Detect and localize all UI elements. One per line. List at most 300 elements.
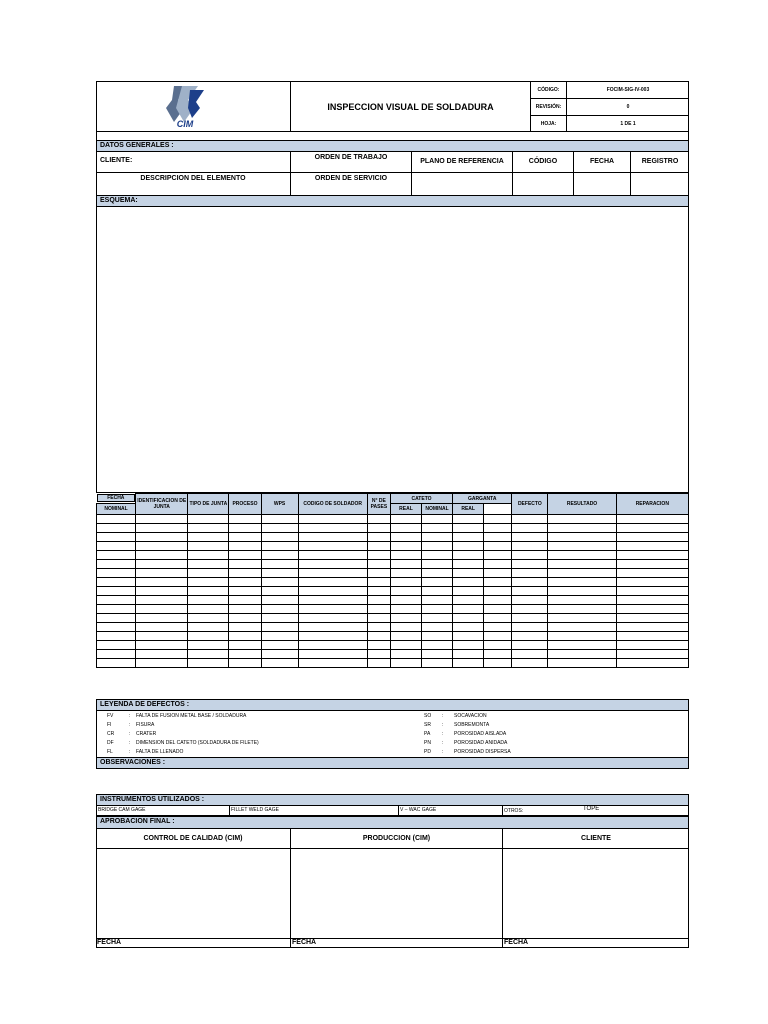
table-cell[interactable] bbox=[367, 614, 390, 623]
table-cell[interactable] bbox=[548, 641, 616, 650]
legend-code: CR bbox=[107, 731, 115, 737]
table-cell[interactable] bbox=[422, 614, 453, 623]
table-cell[interactable] bbox=[97, 641, 136, 650]
table-cell[interactable] bbox=[453, 632, 484, 641]
table-cell[interactable] bbox=[453, 650, 484, 659]
table-cell[interactable] bbox=[367, 641, 390, 650]
table-row bbox=[97, 533, 689, 542]
meta-codigo-value: FOCIM-SIG-IV-003 bbox=[606, 86, 650, 93]
table-row bbox=[97, 542, 689, 551]
table-cell[interactable] bbox=[616, 650, 688, 659]
legend-code: PD bbox=[424, 749, 431, 755]
table-cell[interactable] bbox=[390, 569, 421, 578]
table-cell[interactable] bbox=[453, 524, 484, 533]
table-cell[interactable] bbox=[229, 551, 261, 560]
table-cell[interactable] bbox=[298, 551, 367, 560]
table-cell[interactable] bbox=[548, 605, 616, 614]
table-cell[interactable] bbox=[484, 560, 512, 569]
table-cell[interactable] bbox=[136, 542, 188, 551]
cliente-label: CLIENTE: bbox=[100, 157, 133, 164]
table-cell[interactable] bbox=[512, 641, 548, 650]
legend-desc: CRATER bbox=[136, 731, 157, 737]
table-cell[interactable] bbox=[136, 515, 188, 524]
table-cell[interactable] bbox=[367, 650, 390, 659]
table-cell[interactable] bbox=[390, 623, 421, 632]
table-cell[interactable] bbox=[548, 596, 616, 605]
table-cell[interactable] bbox=[616, 515, 688, 524]
table-cell[interactable] bbox=[188, 605, 229, 614]
table-cell[interactable] bbox=[453, 641, 484, 650]
table-cell[interactable] bbox=[616, 524, 688, 533]
table-cell[interactable] bbox=[512, 515, 548, 524]
table-cell[interactable] bbox=[136, 569, 188, 578]
cim-logo-icon bbox=[160, 82, 210, 130]
table-cell[interactable] bbox=[261, 605, 298, 614]
instrument-v-wac: V – WAC GAGE bbox=[400, 807, 437, 813]
table-cell[interactable] bbox=[548, 578, 616, 587]
table-cell[interactable] bbox=[188, 578, 229, 587]
table-cell[interactable] bbox=[548, 569, 616, 578]
table-cell[interactable] bbox=[136, 596, 188, 605]
table-cell[interactable] bbox=[298, 524, 367, 533]
table-cell[interactable] bbox=[298, 632, 367, 641]
table-cell[interactable] bbox=[390, 578, 421, 587]
table-cell[interactable] bbox=[188, 632, 229, 641]
table-cell[interactable] bbox=[298, 578, 367, 587]
table-cell[interactable] bbox=[188, 650, 229, 659]
legend-sep: : bbox=[442, 749, 444, 755]
table-cell[interactable] bbox=[548, 533, 616, 542]
table-cell[interactable] bbox=[298, 623, 367, 632]
table-cell[interactable] bbox=[616, 605, 688, 614]
table-cell[interactable] bbox=[422, 560, 453, 569]
table-cell[interactable] bbox=[229, 614, 261, 623]
table-cell[interactable] bbox=[229, 542, 261, 551]
section-instrumentos: INSTRUMENTOS UTILIZADOS : bbox=[96, 794, 689, 806]
table-cell[interactable] bbox=[548, 560, 616, 569]
table-cell[interactable] bbox=[390, 542, 421, 551]
table-cell[interactable] bbox=[453, 569, 484, 578]
table-cell[interactable] bbox=[422, 524, 453, 533]
legend-desc: SOBREMONTA bbox=[454, 722, 490, 728]
th-defecto: DEFECTO bbox=[512, 494, 548, 515]
table-cell[interactable] bbox=[97, 551, 136, 560]
table-cell[interactable] bbox=[298, 515, 367, 524]
table-cell[interactable] bbox=[97, 650, 136, 659]
table-cell[interactable] bbox=[616, 587, 688, 596]
table-cell[interactable] bbox=[136, 560, 188, 569]
table-cell[interactable] bbox=[512, 524, 548, 533]
table-cell[interactable] bbox=[616, 632, 688, 641]
legend-code: SR bbox=[424, 722, 431, 728]
table-cell[interactable] bbox=[188, 596, 229, 605]
table-cell[interactable] bbox=[188, 542, 229, 551]
table-cell[interactable] bbox=[261, 569, 298, 578]
table-cell[interactable] bbox=[97, 515, 136, 524]
table-cell[interactable] bbox=[453, 623, 484, 632]
meta-revision-value: 0 bbox=[626, 104, 630, 110]
table-cell[interactable] bbox=[261, 515, 298, 524]
table-cell[interactable] bbox=[136, 641, 188, 650]
table-cell[interactable] bbox=[453, 515, 484, 524]
table-cell[interactable] bbox=[453, 533, 484, 542]
table-cell[interactable] bbox=[261, 650, 298, 659]
table-cell[interactable] bbox=[136, 659, 188, 668]
table-cell[interactable] bbox=[616, 614, 688, 623]
table-cell[interactable] bbox=[367, 659, 390, 668]
th-cateto-nominal: NOMINAL bbox=[97, 504, 136, 515]
table-cell[interactable] bbox=[367, 524, 390, 533]
legend-desc: POROSIDAD AISLADA bbox=[454, 731, 507, 737]
table-cell[interactable] bbox=[484, 614, 512, 623]
aprob-hline-bottom bbox=[96, 938, 689, 939]
table-cell[interactable] bbox=[97, 542, 136, 551]
table-cell[interactable] bbox=[229, 515, 261, 524]
table-cell[interactable] bbox=[229, 533, 261, 542]
table-cell[interactable] bbox=[512, 533, 548, 542]
legend-code: FV bbox=[107, 713, 114, 719]
table-cell[interactable] bbox=[512, 578, 548, 587]
table-cell[interactable] bbox=[136, 623, 188, 632]
table-cell[interactable] bbox=[484, 533, 512, 542]
table-cell[interactable] bbox=[97, 596, 136, 605]
table-cell[interactable] bbox=[298, 641, 367, 650]
codigo-label: CÓDIGO bbox=[528, 158, 558, 165]
table-cell[interactable] bbox=[484, 578, 512, 587]
section-observaciones: OBSERVACIONES : bbox=[96, 757, 689, 769]
table-row bbox=[97, 569, 689, 578]
legend-desc: SOCAVACION bbox=[454, 713, 487, 719]
table-cell[interactable] bbox=[422, 659, 453, 668]
instrument-fillet-weld: FILLET WELD GAGE bbox=[231, 807, 279, 813]
table-cell[interactable] bbox=[367, 605, 390, 614]
legend-code: DF bbox=[107, 740, 114, 746]
table-cell[interactable] bbox=[367, 632, 390, 641]
table-cell[interactable] bbox=[188, 533, 229, 542]
table-cell[interactable] bbox=[422, 551, 453, 560]
table-cell[interactable] bbox=[422, 578, 453, 587]
table-cell[interactable] bbox=[548, 515, 616, 524]
table-cell[interactable] bbox=[261, 542, 298, 551]
table-cell[interactable] bbox=[453, 659, 484, 668]
table-cell[interactable] bbox=[229, 641, 261, 650]
table-cell[interactable] bbox=[136, 551, 188, 560]
table-cell[interactable] bbox=[298, 560, 367, 569]
table-cell[interactable] bbox=[261, 560, 298, 569]
table-cell[interactable] bbox=[484, 551, 512, 560]
table-cell[interactable] bbox=[548, 632, 616, 641]
table-cell[interactable] bbox=[422, 641, 453, 650]
instrument-otros-value: TOPE bbox=[583, 806, 600, 812]
table-cell[interactable] bbox=[229, 605, 261, 614]
table-cell[interactable] bbox=[453, 605, 484, 614]
table-cell[interactable] bbox=[261, 623, 298, 632]
table-cell[interactable] bbox=[422, 632, 453, 641]
table-cell[interactable] bbox=[422, 650, 453, 659]
table-cell[interactable] bbox=[422, 587, 453, 596]
table-cell[interactable] bbox=[298, 533, 367, 542]
table-cell[interactable] bbox=[616, 569, 688, 578]
table-cell[interactable] bbox=[512, 605, 548, 614]
legend-code: PN bbox=[424, 740, 431, 746]
th-cateto: CATETO bbox=[390, 494, 452, 504]
table-cell[interactable] bbox=[229, 587, 261, 596]
instrument-otros: OTROS: bbox=[504, 808, 524, 814]
table-cell[interactable] bbox=[97, 659, 136, 668]
table-cell[interactable] bbox=[298, 650, 367, 659]
table-cell[interactable] bbox=[136, 632, 188, 641]
table-cell[interactable] bbox=[367, 533, 390, 542]
table-cell[interactable] bbox=[229, 596, 261, 605]
table-cell[interactable] bbox=[422, 515, 453, 524]
table-cell[interactable] bbox=[298, 614, 367, 623]
table-cell[interactable] bbox=[298, 569, 367, 578]
table-cell[interactable] bbox=[616, 560, 688, 569]
table-cell[interactable] bbox=[512, 614, 548, 623]
table-cell[interactable] bbox=[616, 659, 688, 668]
table-cell[interactable] bbox=[136, 614, 188, 623]
table-cell[interactable] bbox=[453, 578, 484, 587]
table-cell[interactable] bbox=[390, 641, 421, 650]
section-esquema: ESQUEMA: bbox=[96, 195, 689, 207]
table-cell[interactable] bbox=[616, 623, 688, 632]
table-cell[interactable] bbox=[390, 632, 421, 641]
th-garganta-nominal: NOMINAL bbox=[422, 504, 453, 515]
table-cell[interactable] bbox=[390, 533, 421, 542]
table-cell[interactable] bbox=[188, 515, 229, 524]
table-cell[interactable] bbox=[367, 587, 390, 596]
aprob-fecha-cliente: FECHA bbox=[504, 939, 529, 946]
meta-revision-label: REVISIÓN: bbox=[535, 104, 562, 110]
th-resultado: RESULTADO bbox=[548, 494, 616, 515]
table-cell[interactable] bbox=[548, 623, 616, 632]
table-cell[interactable] bbox=[616, 596, 688, 605]
legend-desc: POROSIDAD DISPERSA bbox=[454, 749, 511, 755]
table-cell[interactable] bbox=[390, 614, 421, 623]
table-cell[interactable] bbox=[484, 515, 512, 524]
table-cell[interactable] bbox=[512, 623, 548, 632]
table-cell[interactable] bbox=[390, 650, 421, 659]
instrument-bridge-cam: BRIDGE CAM GAGE bbox=[98, 807, 146, 813]
table-cell[interactable] bbox=[548, 659, 616, 668]
table-cell[interactable] bbox=[422, 596, 453, 605]
table-cell[interactable] bbox=[97, 524, 136, 533]
table-cell[interactable] bbox=[616, 578, 688, 587]
table-cell[interactable] bbox=[261, 578, 298, 587]
table-cell[interactable] bbox=[188, 524, 229, 533]
table-cell[interactable] bbox=[390, 596, 421, 605]
table-cell[interactable] bbox=[484, 596, 512, 605]
table-cell[interactable] bbox=[367, 596, 390, 605]
table-cell[interactable] bbox=[548, 614, 616, 623]
th-identificacion: IDENTIFICACION DE JUNTA bbox=[136, 494, 188, 515]
table-cell[interactable] bbox=[97, 578, 136, 587]
table-cell[interactable] bbox=[390, 560, 421, 569]
table-cell[interactable] bbox=[261, 632, 298, 641]
table-cell[interactable] bbox=[616, 641, 688, 650]
table-cell[interactable] bbox=[136, 605, 188, 614]
table-row bbox=[97, 659, 689, 668]
table-cell[interactable] bbox=[453, 551, 484, 560]
instr-vline-1 bbox=[229, 805, 230, 816]
table-cell[interactable] bbox=[261, 524, 298, 533]
table-cell[interactable] bbox=[422, 605, 453, 614]
table-cell[interactable] bbox=[229, 569, 261, 578]
table-cell[interactable] bbox=[188, 551, 229, 560]
table-cell[interactable] bbox=[548, 524, 616, 533]
table-cell[interactable] bbox=[97, 605, 136, 614]
logo-text: CIM bbox=[176, 119, 194, 129]
table-cell[interactable] bbox=[390, 659, 421, 668]
legend-desc: POROSIDAD ANIDADA bbox=[454, 740, 508, 746]
table-cell[interactable] bbox=[512, 596, 548, 605]
page-title: INSPECCION VISUAL DE SOLDADURA bbox=[327, 101, 494, 112]
table-cell[interactable] bbox=[484, 650, 512, 659]
table-cell[interactable] bbox=[97, 587, 136, 596]
table-cell[interactable] bbox=[136, 587, 188, 596]
table-cell[interactable] bbox=[616, 551, 688, 560]
table-cell[interactable] bbox=[298, 605, 367, 614]
table-cell[interactable] bbox=[512, 542, 548, 551]
table-cell[interactable] bbox=[298, 596, 367, 605]
table-cell[interactable] bbox=[367, 542, 390, 551]
table-cell[interactable] bbox=[229, 659, 261, 668]
table-cell[interactable] bbox=[616, 542, 688, 551]
table-cell[interactable] bbox=[229, 524, 261, 533]
table-cell[interactable] bbox=[484, 605, 512, 614]
table-cell[interactable] bbox=[367, 551, 390, 560]
table-cell[interactable] bbox=[261, 641, 298, 650]
aprob-fecha-produccion: FECHA bbox=[292, 939, 317, 946]
table-cell[interactable] bbox=[422, 542, 453, 551]
table-cell[interactable] bbox=[367, 623, 390, 632]
table-cell[interactable] bbox=[484, 641, 512, 650]
table-cell[interactable] bbox=[261, 551, 298, 560]
table-cell[interactable] bbox=[229, 623, 261, 632]
table-cell[interactable] bbox=[229, 578, 261, 587]
table-cell[interactable] bbox=[298, 659, 367, 668]
table-cell[interactable] bbox=[188, 560, 229, 569]
logo bbox=[160, 82, 210, 130]
table-cell[interactable] bbox=[484, 659, 512, 668]
table-cell[interactable] bbox=[298, 587, 367, 596]
table-cell[interactable] bbox=[616, 533, 688, 542]
table-cell[interactable] bbox=[136, 533, 188, 542]
th-fecha: FECHA bbox=[97, 494, 136, 502]
table-cell[interactable] bbox=[548, 650, 616, 659]
orden-trabajo-label: ORDEN DE TRABAJO bbox=[314, 154, 388, 161]
section-aprobacion: APROBACION FINAL : bbox=[96, 816, 689, 829]
table-row bbox=[97, 578, 689, 587]
table-cell[interactable] bbox=[261, 614, 298, 623]
table-cell[interactable] bbox=[188, 569, 229, 578]
table-cell[interactable] bbox=[512, 632, 548, 641]
table-cell[interactable] bbox=[97, 569, 136, 578]
table-cell[interactable] bbox=[367, 515, 390, 524]
table-cell[interactable] bbox=[422, 533, 453, 542]
instrumentos-row bbox=[96, 805, 689, 816]
table-cell[interactable] bbox=[188, 623, 229, 632]
table-cell[interactable] bbox=[453, 542, 484, 551]
table-cell[interactable] bbox=[390, 551, 421, 560]
table-cell[interactable] bbox=[298, 542, 367, 551]
legend-sep: : bbox=[129, 713, 131, 719]
table-cell[interactable] bbox=[484, 632, 512, 641]
aprob-col-produccion: PRODUCCION (CIM) bbox=[362, 834, 431, 842]
table-cell[interactable] bbox=[512, 587, 548, 596]
table-cell[interactable] bbox=[367, 560, 390, 569]
table-cell[interactable] bbox=[453, 560, 484, 569]
descripcion-label: DESCRIPCION DEL ELEMENTO bbox=[140, 175, 246, 182]
table-cell[interactable] bbox=[512, 551, 548, 560]
table-cell[interactable] bbox=[484, 569, 512, 578]
table-cell[interactable] bbox=[229, 632, 261, 641]
table-cell[interactable] bbox=[548, 587, 616, 596]
table-cell[interactable] bbox=[188, 659, 229, 668]
table-cell[interactable] bbox=[512, 650, 548, 659]
table-cell[interactable] bbox=[261, 533, 298, 542]
table-cell[interactable] bbox=[453, 614, 484, 623]
th-codigo-soldador: CODIGO DE SOLDADOR bbox=[298, 494, 367, 515]
table-cell[interactable] bbox=[229, 650, 261, 659]
table-cell[interactable] bbox=[453, 596, 484, 605]
table-cell[interactable] bbox=[97, 632, 136, 641]
table-cell[interactable] bbox=[188, 587, 229, 596]
table-cell[interactable] bbox=[97, 560, 136, 569]
table-cell[interactable] bbox=[261, 659, 298, 668]
table-cell[interactable] bbox=[136, 578, 188, 587]
table-cell[interactable] bbox=[484, 587, 512, 596]
table-cell[interactable] bbox=[512, 659, 548, 668]
table-cell[interactable] bbox=[367, 569, 390, 578]
table-row bbox=[97, 650, 689, 659]
table-cell[interactable] bbox=[548, 542, 616, 551]
table-cell[interactable] bbox=[422, 569, 453, 578]
table-cell[interactable] bbox=[136, 650, 188, 659]
table-cell[interactable] bbox=[229, 560, 261, 569]
orden-servicio-label: ORDEN DE SERVICIO bbox=[314, 175, 388, 182]
table-cell[interactable] bbox=[453, 587, 484, 596]
table-cell[interactable] bbox=[390, 605, 421, 614]
legend-desc: FALTA DE FUSION METAL BASE / SOLDADURA bbox=[136, 713, 247, 719]
table-cell[interactable] bbox=[484, 542, 512, 551]
table-cell[interactable] bbox=[261, 596, 298, 605]
table-cell[interactable] bbox=[512, 560, 548, 569]
table-cell[interactable] bbox=[548, 551, 616, 560]
table-cell[interactable] bbox=[390, 524, 421, 533]
meta-codigo-label: CÓDIGO: bbox=[537, 86, 560, 93]
table-cell[interactable] bbox=[484, 524, 512, 533]
table-cell[interactable] bbox=[136, 524, 188, 533]
datos-hline-right bbox=[411, 172, 689, 173]
legend-sep: : bbox=[129, 749, 131, 755]
table-cell[interactable] bbox=[188, 614, 229, 623]
table-cell[interactable] bbox=[390, 587, 421, 596]
table-cell[interactable] bbox=[422, 623, 453, 632]
legend-sep: : bbox=[442, 713, 444, 719]
table-row bbox=[97, 515, 689, 524]
table-cell[interactable] bbox=[390, 515, 421, 524]
table-cell[interactable] bbox=[97, 623, 136, 632]
table-cell[interactable] bbox=[512, 569, 548, 578]
table-cell[interactable] bbox=[367, 578, 390, 587]
table-cell[interactable] bbox=[97, 614, 136, 623]
table-cell[interactable] bbox=[97, 533, 136, 542]
table-cell[interactable] bbox=[188, 641, 229, 650]
table-cell[interactable] bbox=[261, 587, 298, 596]
esquema-area[interactable] bbox=[96, 206, 689, 493]
table-cell[interactable] bbox=[484, 623, 512, 632]
